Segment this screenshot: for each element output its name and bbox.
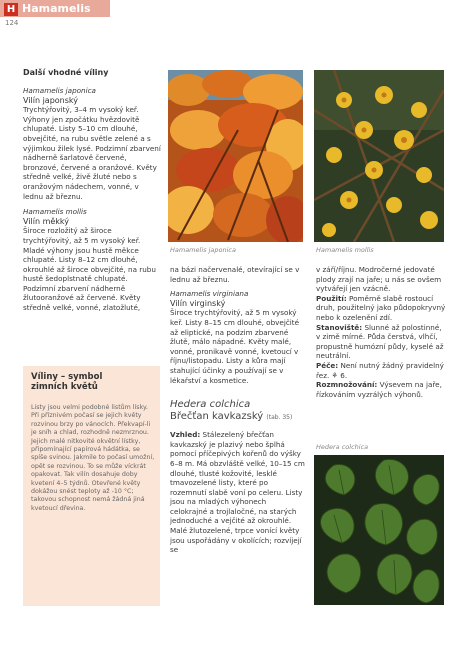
photo-caption: Hamamelis japonica — [170, 246, 236, 254]
species-latin-name: Hamamelis mollis — [23, 207, 87, 217]
pouziti-text: Poměrně slabě rostoucí druh, použitelný jako půdopokryvný nebo k ozelenění zdí. — [316, 293, 446, 322]
column-3 — [316, 265, 446, 399]
vzhled-label: Vzhled: — [170, 430, 201, 440]
column-1 — [23, 86, 161, 318]
species-description: Trychtýřovitý, 3–4 m vysoký keř. Výhony jen zpočátku hvězdovitě chlupaté. Listy 5–10 cm dlouhé, obvejčité, na rubu světle zelené a s výjimkou žilek lysé. Podzimní zbarvení nádherně šarlatově červené, bronzové, červené a oranžové. Květy středně velké, živě žluté nebo s oranžovým nádechem, vonné, v lednu až březnu. — [23, 105, 161, 201]
stanoviste-label: Stanoviště: — [316, 322, 363, 332]
species-czech-name: Břečťan kavkazský — [170, 411, 264, 423]
photo-caption: Hamamelis mollis — [316, 246, 374, 254]
species-description: Široce rozložitý až široce trychtýřovitý, až 5 m vysoký keř. Mladé výhony jsou hustě měkce chlupaté. Listy 8–12 cm dlouhé, okrouhlé až široce obvejčité, na rubu hustě šedoplstnatě chlupaté. Podzimní zbarvení nádherně žlutooranžové až červené. Květy středně velké, vonné, zlatožluté, — [23, 226, 156, 313]
autumn-foliage-image — [168, 70, 303, 242]
pouziti-label: Použití: — [316, 293, 347, 303]
photo-caption: Hedera colchica — [316, 443, 369, 451]
col3-intro: v září/říjnu. Modročerné jedovaté plody zrají na jaře; u nás se ovšem vytvářejí jen vzácně. — [316, 265, 442, 294]
ivy-leaves-image — [314, 455, 444, 605]
photo-hamamelis-japonica — [168, 70, 303, 242]
yellow-flowers-image — [314, 70, 444, 242]
column-2 — [170, 265, 305, 560]
photo-hedera-colchica — [314, 455, 444, 605]
species-latin-name: Hedera colchica — [170, 399, 251, 411]
chapter-letter-tab: H — [4, 3, 18, 16]
species-latin-name: Hamamelis virginiana — [170, 289, 249, 299]
sidebar-heading: Víliny – symbol zimních květů — [31, 372, 103, 392]
species-czech-name: Vilín měkký — [23, 216, 70, 226]
species-czech-name: Vilín virginský — [170, 298, 226, 308]
table-reference: (tab. 35) — [266, 414, 293, 422]
species-czech-name: Vilín japonský — [23, 95, 78, 105]
chapter-header-band — [0, 0, 110, 17]
rozmnozovani-text: Výsevem na jaře, řízkováním vyzrálých výhonů. — [316, 380, 442, 399]
section-title: Další vhodné víliny — [23, 68, 109, 77]
page-number: 124 — [5, 19, 19, 27]
continuation-text: na bázi načervenalé, otevírající se v lednu až březnu. — [170, 265, 300, 284]
chapter-title: Hamamelis — [22, 2, 91, 15]
rozmnozovani-label: Rozmnožování: — [316, 380, 378, 390]
info-sidebar-box — [23, 366, 160, 606]
species-latin-name: Hamamelis japonica — [23, 86, 96, 95]
species-description: Široce trychtýřovitý, až 5 m vysoký keř. Listy 8–15 cm dlouhé, obvejčité až eliptické, na podzim zbarvené žlutě, málo nápadné. Květy malé, vonné, pronikavě vonné, kvetoucí v říjnu/listopadu. Listy a kůra mají stahující účinky a používají se v lékařství a kosmetice. — [170, 308, 300, 385]
sidebar-text: Listy jsou velmi podobné listům lísky. Při příznivém počasí se jejich květy rozvinou brzy po vánocích. Překvapí-li je sníh a chlad, rozhodně nezmrznou. Jejich malé nitkovité okvětní lístky, připomínající papírová hádátka, se spíše svinou. Jakmile to počasí umožní, opět se rozvinou. To se může víckrát opakovat. Tak vilín dosahuje doby kvetení 4–5 týdnů. Otevřené květy dokážou snést teploty až -10 °C; takovou schopnost nemá žádná jiná kvetoucí dřevina. — [31, 404, 155, 512]
pece-label: Péče: — [316, 360, 339, 370]
pece-text: Není nutný žádný pravidelný řez. ⚘ 6. — [316, 360, 444, 380]
photo-hamamelis-mollis — [314, 70, 444, 242]
vzhled-text: Stálezelený břečťan kavkazský je plazivý nebo šplhá pomocí příčepivých kořenů do výšky 6–8 m. Má obzvláště velké, 10–15 cm dlouhé, tlusté kožovité, lesklé tmavozelené listy, které po rozemnutí slabě voní po celeru. Listy jsou na mladých výhonech celokrajné a trojlaločné, na starých jednoduché a vejčité až okrouhlé. Malé žlutozelené, trpce vonící květy jsou uspořádány v okolících; rozvíjejí se — [170, 430, 305, 555]
stanoviste-text: Slunné až polostinné, v zimě mírné. Půda čerstvá, vlhčí, propustně humózní půdy, kyselé až neutrální. — [316, 322, 444, 361]
